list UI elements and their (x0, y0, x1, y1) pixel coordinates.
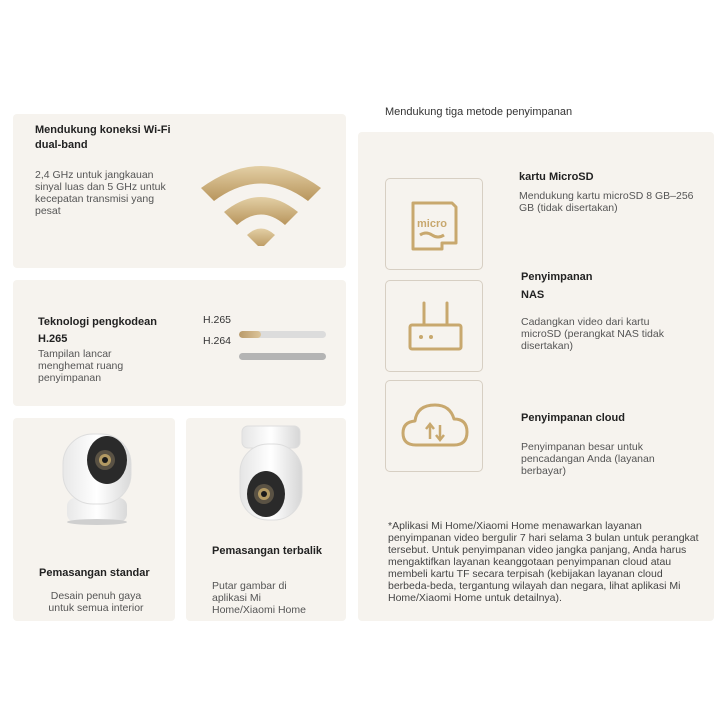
nas-description: Cadangkan video dari kartu microSD (perangkat NAS tidak disertakan) (521, 316, 664, 352)
wifi-title: Mendukung koneksi Wi-Fi dual-band (35, 124, 171, 151)
nas-title-line2: NAS (521, 289, 545, 301)
codec-bar-h265-fill (239, 331, 261, 338)
wifi-description: 2,4 GHz untuk jangkauan sinyal luas dan 5 GHz untuk kecepatan transmisi yang pesat (35, 169, 166, 217)
codec-description: Tampilan lancar menghemat ruang penyimpanan (38, 348, 124, 384)
inverted-mount-card (186, 418, 346, 621)
microsd-icon-text: micro (417, 218, 447, 230)
codec-card (13, 280, 346, 406)
codec-title-line2: H.265 (38, 333, 68, 345)
codec-bar-h265 (239, 331, 326, 338)
cloud-description: Penyimpanan besar untuk pencadangan Anda (layanan berbayar) (521, 441, 655, 477)
codec-bar-label-h265: H.265 (203, 314, 232, 326)
microsd-description: Mendukung kartu microSD 8 GB–256 GB (tidak disertakan) (519, 190, 694, 214)
nas-title-line1: Penyimpanan (521, 271, 593, 283)
nas-icon-box (385, 280, 483, 372)
inverted-mount-title: Pemasangan terbalik (212, 545, 323, 557)
inverted-mount-description: Putar gambar di aplikasi Mi Home/Xiaomi Home (212, 580, 306, 616)
cloud-icon-box (385, 380, 483, 472)
codec-title-line1: Teknologi pengkodean (38, 316, 157, 328)
microsd-title: kartu MicroSD (519, 171, 594, 183)
storage-heading: Mendukung tiga metode penyimpanan (385, 106, 573, 118)
storage-card (358, 132, 714, 621)
microsd-icon (386, 179, 484, 271)
cloud-sync-icon (386, 381, 484, 473)
wifi-card (13, 114, 346, 268)
microsd-icon-box (385, 178, 483, 270)
standard-mount-card (13, 418, 175, 621)
standard-mount-title: Pemasangan standar (39, 567, 150, 579)
codec-bar-label-h264: H.264 (203, 335, 232, 347)
nas-router-icon (386, 281, 484, 373)
codec-bar-h264 (239, 353, 326, 360)
wifi-icon (196, 156, 326, 246)
cloud-title: Penyimpanan cloud (521, 412, 625, 424)
standard-mount-description: Desain penuh gaya untuk semua interior (48, 590, 144, 614)
camera-standard-image (57, 426, 137, 526)
camera-inverted-image (236, 424, 306, 524)
storage-footnote: *Aplikasi Mi Home/Xiaomi Home menawarkan layanan penyimpanan video bergulir 7 hari selama 3 bulan untuk perangkat tersebut. Untuk penyimpanan video jangka panjang, Anda harus mengaktifkan layanan keanggotaan penyimpanan cloud atau membeli kartu TF secara terpisah (kebijakan layanan cloud berbeda-beda, tergantung wilayah dan negara, lihat aplikasi Mi Home/Xiaomi Home untuk detailnya). (388, 520, 699, 604)
